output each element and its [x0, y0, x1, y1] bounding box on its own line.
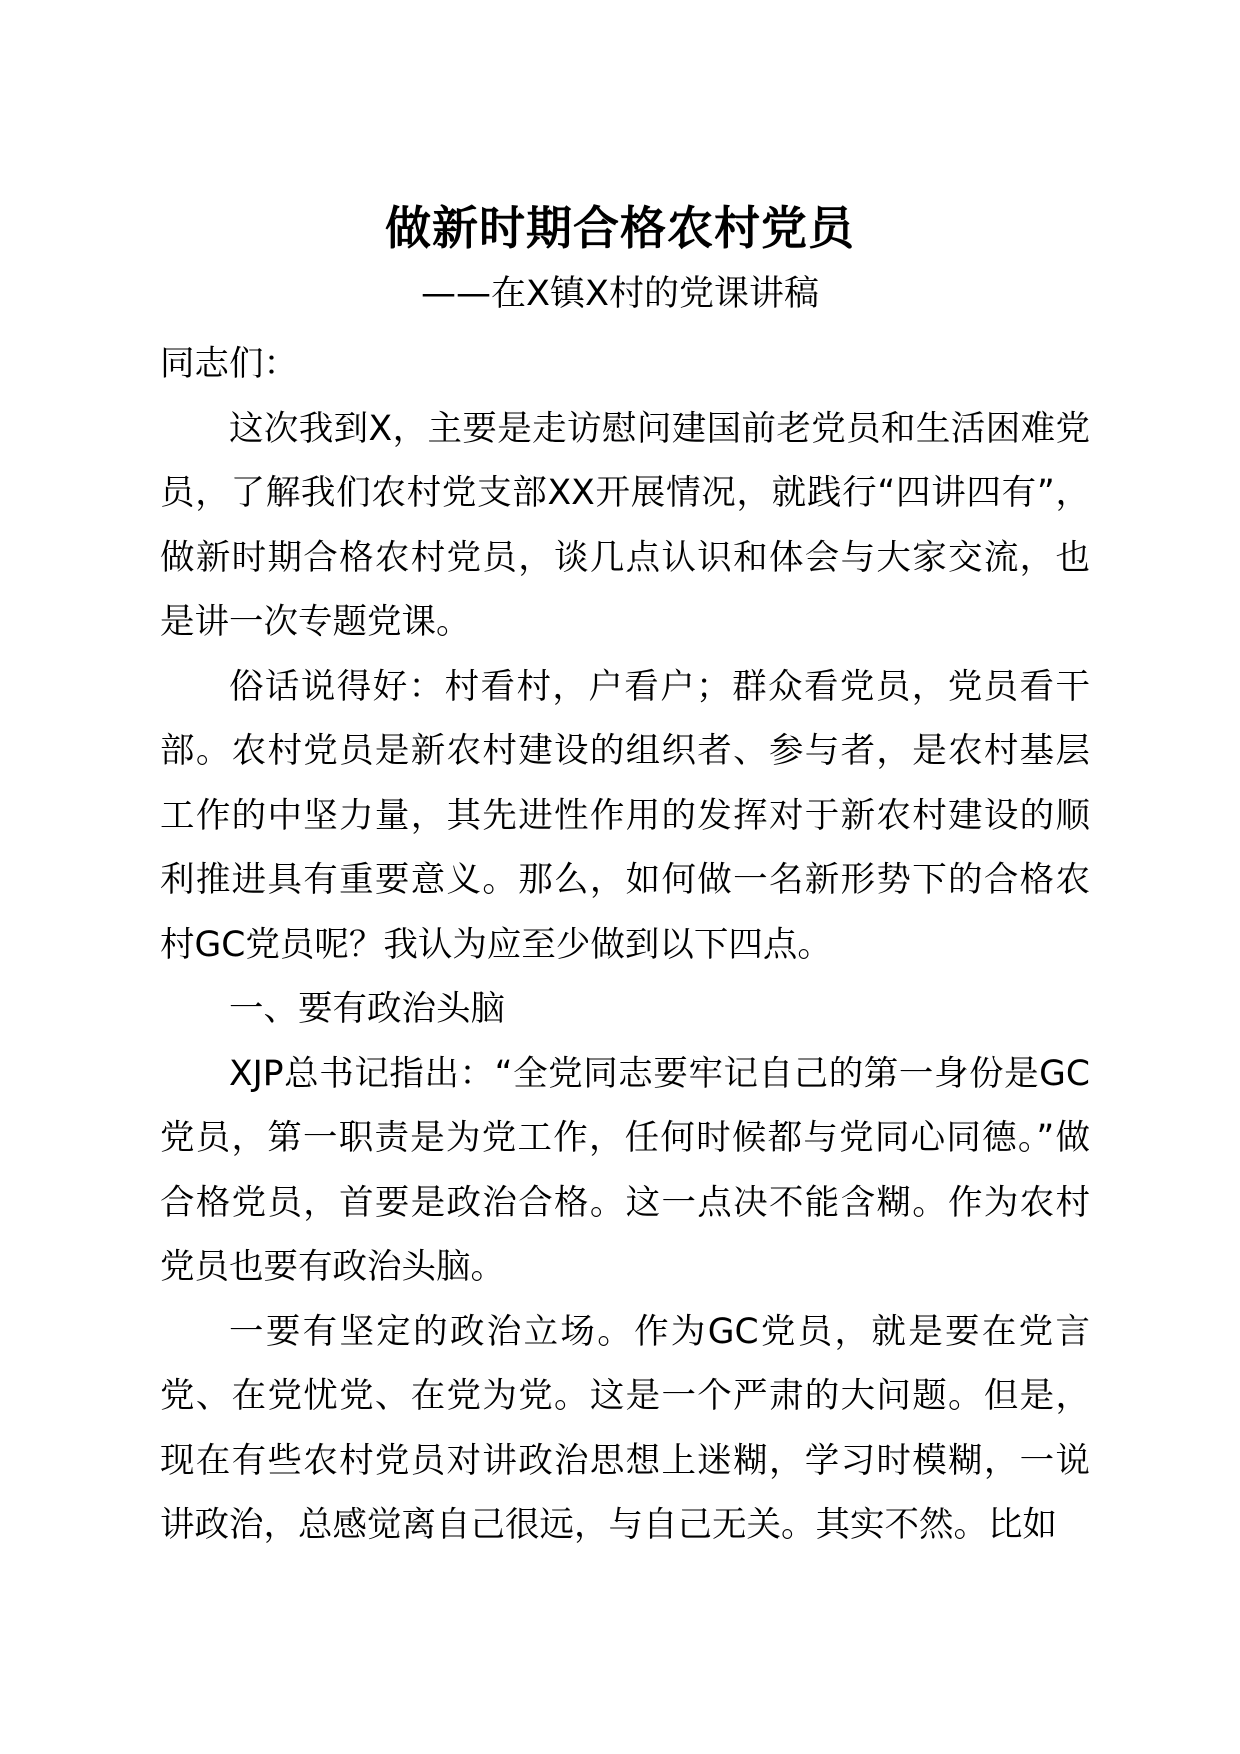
document-subtitle: ——在X镇X村的党课讲稿	[421, 274, 819, 314]
paragraph-proverb: 俗话说得好：村看村，户看户；群众看党员，党员看干部。农村党员是新农村建设的组织者、参与者，是农村基层工作的中坚力量，其先进性作用的发挥对于新农村建设的顺利推进具有重要意义。那么，如何做一名新形势下的合格农村GC党员呢？我认为应至少做到以下四点。	[160, 666, 1090, 965]
paragraph-political-stance: 一要有坚定的政治立场。作为GC党员，就是要在党言党、在党忧党、在党为党。这是一个严肃的大问题。但是，现在有些农村党员对讲政治思想上迷糊，学习时模糊，一说讲政治，总感觉离自己很远，与自己无关。其实不然。比如	[160, 1311, 1090, 1545]
document-body	[160, 332, 1090, 1558]
paragraph-intro: 这次我到X，主要是走访慰问建国前老党员和生活困难党员，了解我们农村党支部XX开展情况，就践行“四讲四有”，做新时期合格农村党员，谈几点认识和体会与大家交流，也是讲一次专题党课。	[160, 408, 1090, 642]
document-title: 做新时期合格农村党员	[385, 201, 855, 255]
paragraph-quote: XJP总书记指出：“全党同志要牢记自己的第一身份是GC党员，第一职责是为党工作，任何时候都与党同心同德。”做合格党员，首要是政治合格。这一点决不能含糊。作为农村党员也要有政治头脑。	[160, 1053, 1090, 1287]
section-heading-1: 一、要有政治头脑	[229, 989, 505, 1029]
salutation: 同志们：	[160, 344, 298, 384]
